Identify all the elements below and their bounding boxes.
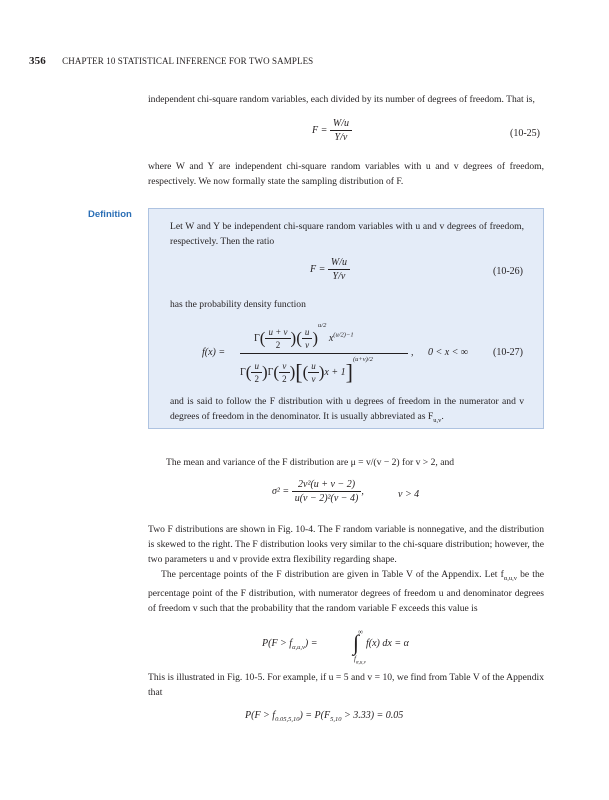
definition-text-1: Let W and Y be independent chi-square random variables with u and v degrees of freedom, respectively. Then the ratio [170, 221, 524, 247]
equation-10-25 [312, 118, 352, 143]
eq-10-27-fraction-bar [240, 353, 408, 354]
variance-fraction [292, 479, 362, 504]
figure-paragraph: Two F distributions are shown in Fig. 10-4. The F random variable is nonnegative, and the distribution is skewed to the right. The F distribution looks very similar to the chi-square distribution; however, the two parameters u and v provide extra flexibility regarding shape. [148, 524, 544, 565]
intro-paragraph: independent chi-square random variables, each divided by its number of degrees of freedom. That is, [148, 94, 535, 105]
integrand: f(x) dx = α [366, 638, 409, 649]
eq-10-27-u-half [251, 361, 262, 384]
percentage-text-end: be the percentage point of the F distribution, with numerator degrees of freedom u and denominator degrees of freedom v such that the probability that the random variable F exceeds this value is [148, 569, 544, 614]
eq-10-27-lhs: f(x) = [202, 347, 226, 358]
eq-10-27-x-plus-one: x + 1 [324, 367, 346, 378]
eq-10-27-two: 2 [275, 340, 281, 351]
variance-condition: v > 4 [398, 489, 420, 500]
page-number: 356 [29, 55, 46, 67]
equation-number-10-25: (10-25) [510, 128, 540, 139]
chapter-title: CHAPTER 10 STATISTICAL INFERENCE FOR TWO SAMPLES [62, 56, 314, 66]
eq-10-27-sum-num: u + v [265, 327, 290, 339]
percentage-points-paragraph [148, 567, 544, 616]
example-part-3: > 3.33) = 0.05 [341, 710, 404, 721]
definition-text-3 [170, 394, 524, 428]
definition-text-2: has the probability density function [170, 299, 306, 310]
illustrated-paragraph: This is illustrated in Fig. 10-5. For example, if u = 5 and v = 10, we find from Table V of the Appendix that [148, 672, 544, 698]
example-sub-1: 0.05,5,10 [275, 716, 300, 723]
running-head [29, 55, 313, 67]
eq-10-26-denominator: Y/v [332, 271, 346, 282]
variance-denominator: u(v − 2)²(v − 4) [294, 493, 359, 504]
integral-lower-limit [354, 655, 366, 665]
eq-10-26-fraction [328, 257, 350, 282]
gamma-symbol: Γ [254, 333, 260, 344]
eq-10-27-two: 2 [254, 374, 259, 385]
eq-10-27-denominator: Γ( $\frac{u}{2}$ )Γ( $\frac{v}{2}$ )[( $\frac{u}{v}$ )x + 1]$^{(u+v)/2}$ [240, 356, 373, 385]
eq-10-27-two: 2 [282, 374, 287, 385]
eq-10-26-numerator: W/u [328, 257, 350, 270]
equation-number-10-26: (10-26) [493, 266, 523, 277]
eq-10-25-denominator: Y/v [334, 132, 348, 143]
equation-10-26 [310, 257, 350, 282]
mean-variance-paragraph: The mean and variance of the F distribution are μ = v/(v − 2) for v > 2, and [166, 457, 455, 468]
eq-10-27-comma: , [411, 347, 414, 358]
eq-10-27-range: 0 < x < ∞ [428, 347, 469, 358]
eq-10-27-uv-fraction-den [308, 361, 319, 384]
probability-lhs [262, 638, 317, 651]
eq-10-27-uv-fraction [302, 327, 313, 350]
eq-10-27-v: v [305, 340, 310, 351]
integral-upper-limit: ∞ [358, 628, 363, 636]
eq-10-25-numerator: W/u [330, 118, 352, 131]
example-part-2: ) = P(F [299, 710, 331, 721]
eq-10-27-sum-fraction [265, 327, 290, 350]
prob-lhs-text: P(F > f [262, 638, 293, 649]
eq-10-25-fraction [330, 118, 352, 143]
after-equation-paragraph: where W and Y are independent chi-square random variables with u and v degrees of freedom, respectively. We now formally state the sampling distribution of F. [148, 161, 544, 187]
eq-10-27-exp-u2: u/2 [318, 322, 327, 329]
example-sub-2: 5,10 [330, 716, 342, 723]
definition-text-3-end: . [441, 411, 444, 422]
variance-equation [272, 479, 364, 504]
percentage-text-sub: α,u,v [503, 574, 517, 582]
eq-10-27-u: u [251, 361, 262, 373]
eq-10-27-v-half [279, 361, 290, 384]
lower-limit-f: f [354, 655, 356, 663]
variance-comma: , [361, 485, 364, 497]
example-part-1: P(F > f [245, 710, 276, 721]
eq-10-25-lhs: F = [312, 124, 328, 136]
definition-text-3-body: and is said to follow the F distribution with u degrees of freedom in the numerator and v degrees of freedom in the denominator. It is usually abbreviated as F [170, 396, 524, 422]
equation-number-10-27: (10-27) [493, 347, 523, 358]
integral-sign: ∫ [353, 630, 360, 655]
variance-numerator: 2v²(u + v − 2) [292, 479, 362, 492]
equation-10-27 [240, 320, 410, 388]
example-equation [245, 710, 403, 723]
eq-10-27-u: u [302, 327, 313, 339]
gamma-symbol: Γ [240, 367, 246, 378]
prob-lhs-sub: α,u,v [292, 644, 305, 651]
eq-10-27-x-exponent: (u/2)−1 [333, 331, 354, 339]
eq-10-27-numerator: Γ( $\frac{u + v}{2}$ )( $\frac{u}{v}$ )$^{u/2}$ $x^{(u/2)-1}$ [254, 322, 354, 351]
eq-10-27-v: v [279, 361, 290, 373]
eq-10-26-lhs: F = [310, 263, 326, 275]
definition-label: Definition [88, 209, 132, 220]
gamma-symbol: Γ [267, 367, 274, 378]
eq-10-27-v: v [311, 374, 316, 385]
eq-10-27-x: x [328, 333, 334, 344]
definition-text-3-sub: u,v [433, 416, 442, 424]
prob-lhs-close: ) = [304, 638, 318, 649]
lower-limit-sub: α,u,v [355, 660, 366, 666]
eq-10-27-den-exponent: (u+v)/2 [352, 356, 373, 363]
probability-equation [262, 628, 462, 664]
eq-10-27-u: u [308, 361, 319, 373]
variance-lhs: σ² = [272, 485, 290, 497]
percentage-text-start: The percentage points of the F distribution are given in Table V of the Appendix. Let f [161, 569, 504, 580]
